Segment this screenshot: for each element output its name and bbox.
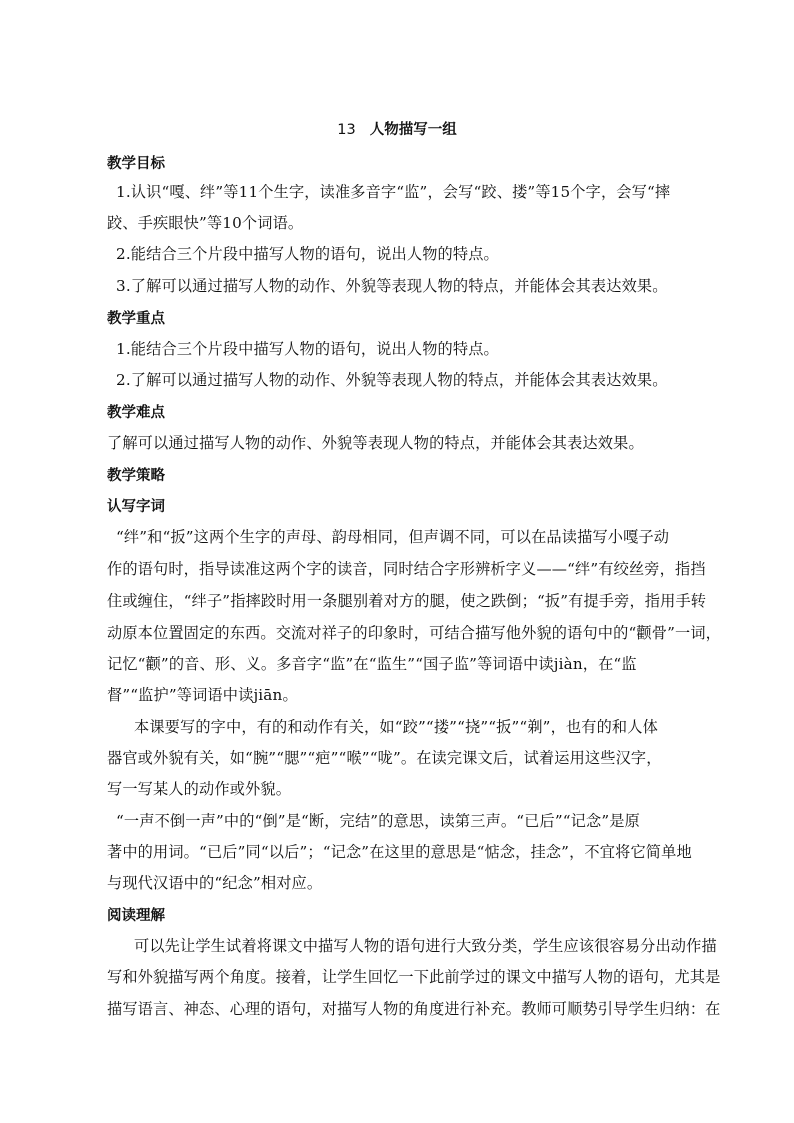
subheading-reading: 阅读理解 bbox=[107, 908, 165, 924]
para-3-line-1: “一声不倒一声”中的“倒”是“断，完结”的意思，读第三声。“已后”“记念”是原 bbox=[116, 812, 640, 830]
heading-difficulties: 教学难点 bbox=[107, 405, 165, 421]
heading-strategy: 教学策略 bbox=[107, 468, 165, 484]
lesson-title bbox=[0, 118, 794, 139]
para-4-line-1: 可以先让学生试着将课文中描写人物的语句进行大致分类，学生应该很容易分出动作描 bbox=[134, 937, 717, 955]
subheading-words: 认写字词 bbox=[107, 499, 165, 515]
para-2-line-2: 器官或外貌有关，如“腕”“腮”“疤”“喉”“咙”。在读完课文后，试着运用这些汉字， bbox=[107, 749, 662, 767]
key-point-2: 2.了解可以通过描写人物的动作、外貌等表现人物的特点，并能体会其表达效果。 bbox=[116, 371, 668, 389]
para-4-line-3: 描写语言、神态、心理的语句，对描写人物的角度进行补充。教师可顺势引导学生归纳：在 bbox=[107, 1000, 721, 1018]
goal-1-line-1: 1.认识“嘎、绊”等11个生字，读准多音字“监”，会写“跤、搂”等15个字，会写“摔 bbox=[116, 183, 671, 201]
para-3-line-2: 著中的用词。“已后”同“以后”；“记念”在这里的意思是“惦念，挂念”，不宜将它简单地 bbox=[107, 843, 692, 861]
goal-1-line-2: 跤、手疾眼快”等10个词语。 bbox=[107, 214, 304, 232]
lesson-number: 13 bbox=[337, 122, 356, 138]
lesson-title-text: 人物描写一组 bbox=[369, 122, 457, 138]
para-1-line-5: 记忆“颧”的音、形、义。多音字“监”在“监生”“国子监”等词语中读jiàn，在“监 bbox=[107, 655, 637, 673]
difficulty-1: 了解可以通过描写人物的动作、外貌等表现人物的特点，并能体会其表达效果。 bbox=[107, 434, 644, 452]
para-4-line-2: 写和外貌描写两个角度。接着，让学生回忆一下此前学过的课文中描写人物的语句，尤其是 bbox=[107, 968, 721, 986]
para-2-line-1: 本课要写的字中，有的和动作有关，如“跤”“搂”“挠”“扳”“剃”，也有的和人体 bbox=[134, 718, 658, 736]
goal-2: 2.能结合三个片段中描写人物的语句，说出人物的特点。 bbox=[116, 245, 499, 263]
heading-key-points: 教学重点 bbox=[107, 311, 165, 327]
para-1-line-6: 督”“监护”等词语中读jiān。 bbox=[107, 686, 298, 704]
para-1-line-2: 作的语句时，指导读准这两个字的读音，同时结合字形辨析字义——“绊”有绞丝旁，指挡 bbox=[107, 560, 706, 578]
para-1-line-4: 动原本位置固定的东西。交流对祥子的印象时，可结合描写他外貌的语句中的“颧骨”一词， bbox=[107, 624, 721, 642]
goal-3: 3.了解可以通过描写人物的动作、外貌等表现人物的特点，并能体会其表达效果。 bbox=[116, 277, 668, 295]
heading-goals: 教学目标 bbox=[107, 156, 165, 172]
key-point-1: 1.能结合三个片段中描写人物的语句，说出人物的特点。 bbox=[116, 340, 499, 358]
para-1-line-1: “绊”和“扳”这两个生字的声母、韵母相同，但声调不同，可以在品读描写小嘎子动 bbox=[116, 528, 670, 546]
para-3-line-3: 与现代汉语中的“纪念”相对应。 bbox=[107, 874, 323, 892]
para-2-line-3: 写一写某人的动作或外貌。 bbox=[107, 780, 292, 798]
para-1-line-3: 住或缠住，“绊子”指摔跤时用一条腿别着对方的腿，使之跌倒；“扳”有提手旁，指用手转 bbox=[107, 592, 707, 610]
